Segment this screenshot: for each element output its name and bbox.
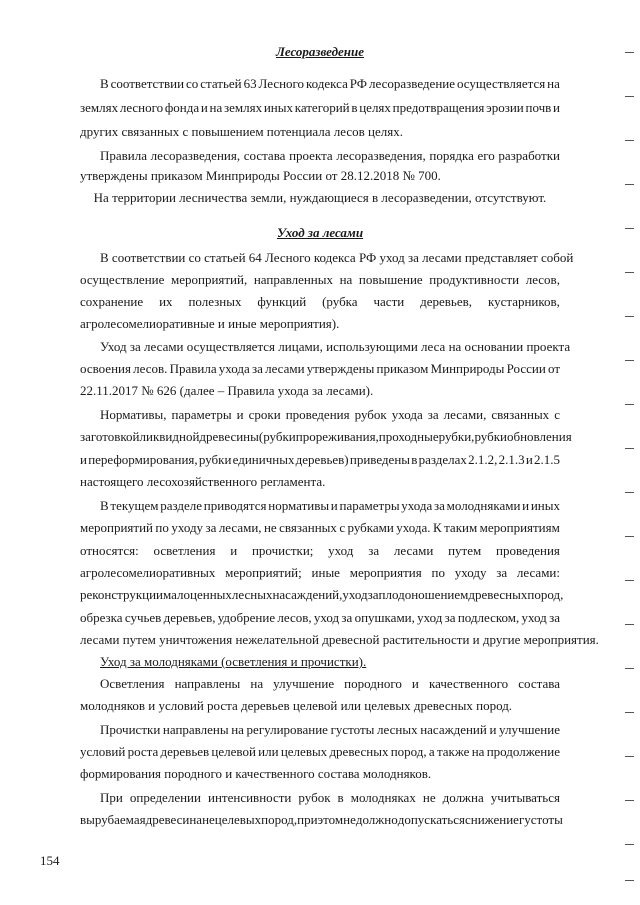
margin-tick (625, 404, 634, 405)
paragraph-line: относятся: осветления и прочистки; уход за лесами путем проведения (80, 543, 560, 558)
margin-tick (625, 52, 634, 53)
margin-tick (625, 668, 634, 669)
margin-tick (625, 184, 634, 185)
paragraph-line: 22.11.2017 № 626 (далее – Правила ухода за лесами). (80, 383, 374, 398)
paragraph-line: условий роста деревьев целевой или целевых древесных пород, а также на продолжение (80, 744, 560, 759)
paragraph-line: В текущем разделе приводятся нормативы и параметры ухода за молодняками и иных (100, 498, 560, 513)
paragraph-line: молодняков и условий роста деревьев целевой или целевых древесных пород. (80, 698, 513, 713)
paragraph-line: и переформирования, рубки единичных деревьев) приведены в разделах 2.1.2, 2.1.3 и 2.1.5 (80, 452, 560, 467)
paragraph-line: агролесомелиоративных мероприятий; иные мероприятия по уходу за лесами: (80, 565, 560, 580)
paragraph-line: Нормативы, параметры и сроки проведения рубок ухода за лесами, связанных с (100, 407, 560, 422)
paragraph-line: Уход за лесами осуществляется лицами, использующими леса на основании проекта (100, 339, 571, 354)
margin-tick (625, 800, 634, 801)
paragraph-line: землях лесного фонда и на землях иных категорий в целях предотвращения эрозии почв и (80, 100, 560, 115)
paragraph-line: сохранение их полезных функций (рубка части деревьев, кустарников, (80, 294, 560, 309)
margin-tick (625, 492, 634, 493)
paragraph-line: В соответствии со статьей 64 Лесного кодекса РФ уход за лесами представляет собой (100, 250, 574, 265)
section-heading-afforestation: Лесоразведение (275, 44, 365, 59)
margin-tick (625, 228, 634, 229)
margin-tick (625, 448, 634, 449)
paragraph-line: обрезка сучьев деревьев, удобрение лесов, уход за опушками, уход за подлеском, уход за (80, 610, 560, 625)
margin-tick (625, 756, 634, 757)
subsection-heading-young-stands: Уход за молодняками (осветления и прочистки). (100, 654, 367, 669)
paragraph-line: других связанных с повышением потенциала лесов целях. (80, 124, 403, 139)
margin-tick (625, 880, 634, 881)
paragraph-line: освоения лесов. Правила ухода за лесами утверждены приказом Минприроды России от (80, 361, 560, 376)
paragraph-line: Правила лесоразведения, состава проекта лесоразведения, порядка его разработки (100, 148, 560, 163)
margin-tick (625, 316, 634, 317)
margin-tick (625, 580, 634, 581)
margin-tick (625, 272, 634, 273)
paragraph-line: Прочистки направлены на регулирование густоты лесных насаждений и улучшение (100, 722, 560, 737)
margin-tick (625, 360, 634, 361)
margin-tick (625, 536, 634, 537)
margin-tick (625, 712, 634, 713)
paragraph-line: В соответствии со статьей 63 Лесного кодекса РФ лесоразведение осуществляется на (100, 76, 560, 91)
paragraph-line: На территории лесничества земли, нуждающиеся в лесоразведении, отсутствуют. (93, 190, 547, 205)
page-number: 154 (40, 853, 60, 868)
paragraph-line: агролесомелиоративные и иные мероприятия). (80, 316, 340, 331)
margin-tick (625, 844, 634, 845)
paragraph-line: формирования породного и качественного состава молодняков. (80, 766, 432, 781)
paragraph-line: Осветления направлены на улучшение породного и качественного состава (100, 676, 560, 691)
margin-tick (625, 96, 634, 97)
section-heading-forest-care: Уход за лесами (276, 225, 364, 240)
paragraph-line: заготовкой ликвидной древесины (рубки прореживания, проходные рубки, рубки обновления (80, 429, 572, 444)
paragraph-line: осуществление мероприятий, направленных на повышение продуктивности лесов, (80, 272, 560, 287)
margin-tick (625, 140, 634, 141)
paragraph-line: настоящего лесохозяйственного регламента. (80, 474, 326, 489)
paragraph-line: реконструкции малоценных лесных насаждений, уход за плодоношением древесных пород, (80, 587, 564, 602)
margin-tick (625, 624, 634, 625)
paragraph-line: мероприятий по уходу за лесами, не связанных с рубками ухода. К таким мероприятиям (80, 520, 560, 535)
paragraph-line: вырубаемая древесина нецелевых пород, при этом не должно допускаться снижение густоты (80, 812, 563, 827)
paragraph-line: лесами путем уничтожения нежелательной древесной растительности и другие мероприятия. (80, 632, 599, 647)
paragraph-line: утверждены приказом Минприроды России от 28.12.2018 № 700. (80, 168, 441, 183)
paragraph-line: При определении интенсивности рубок в молодняках не должна учитываться (100, 790, 560, 805)
